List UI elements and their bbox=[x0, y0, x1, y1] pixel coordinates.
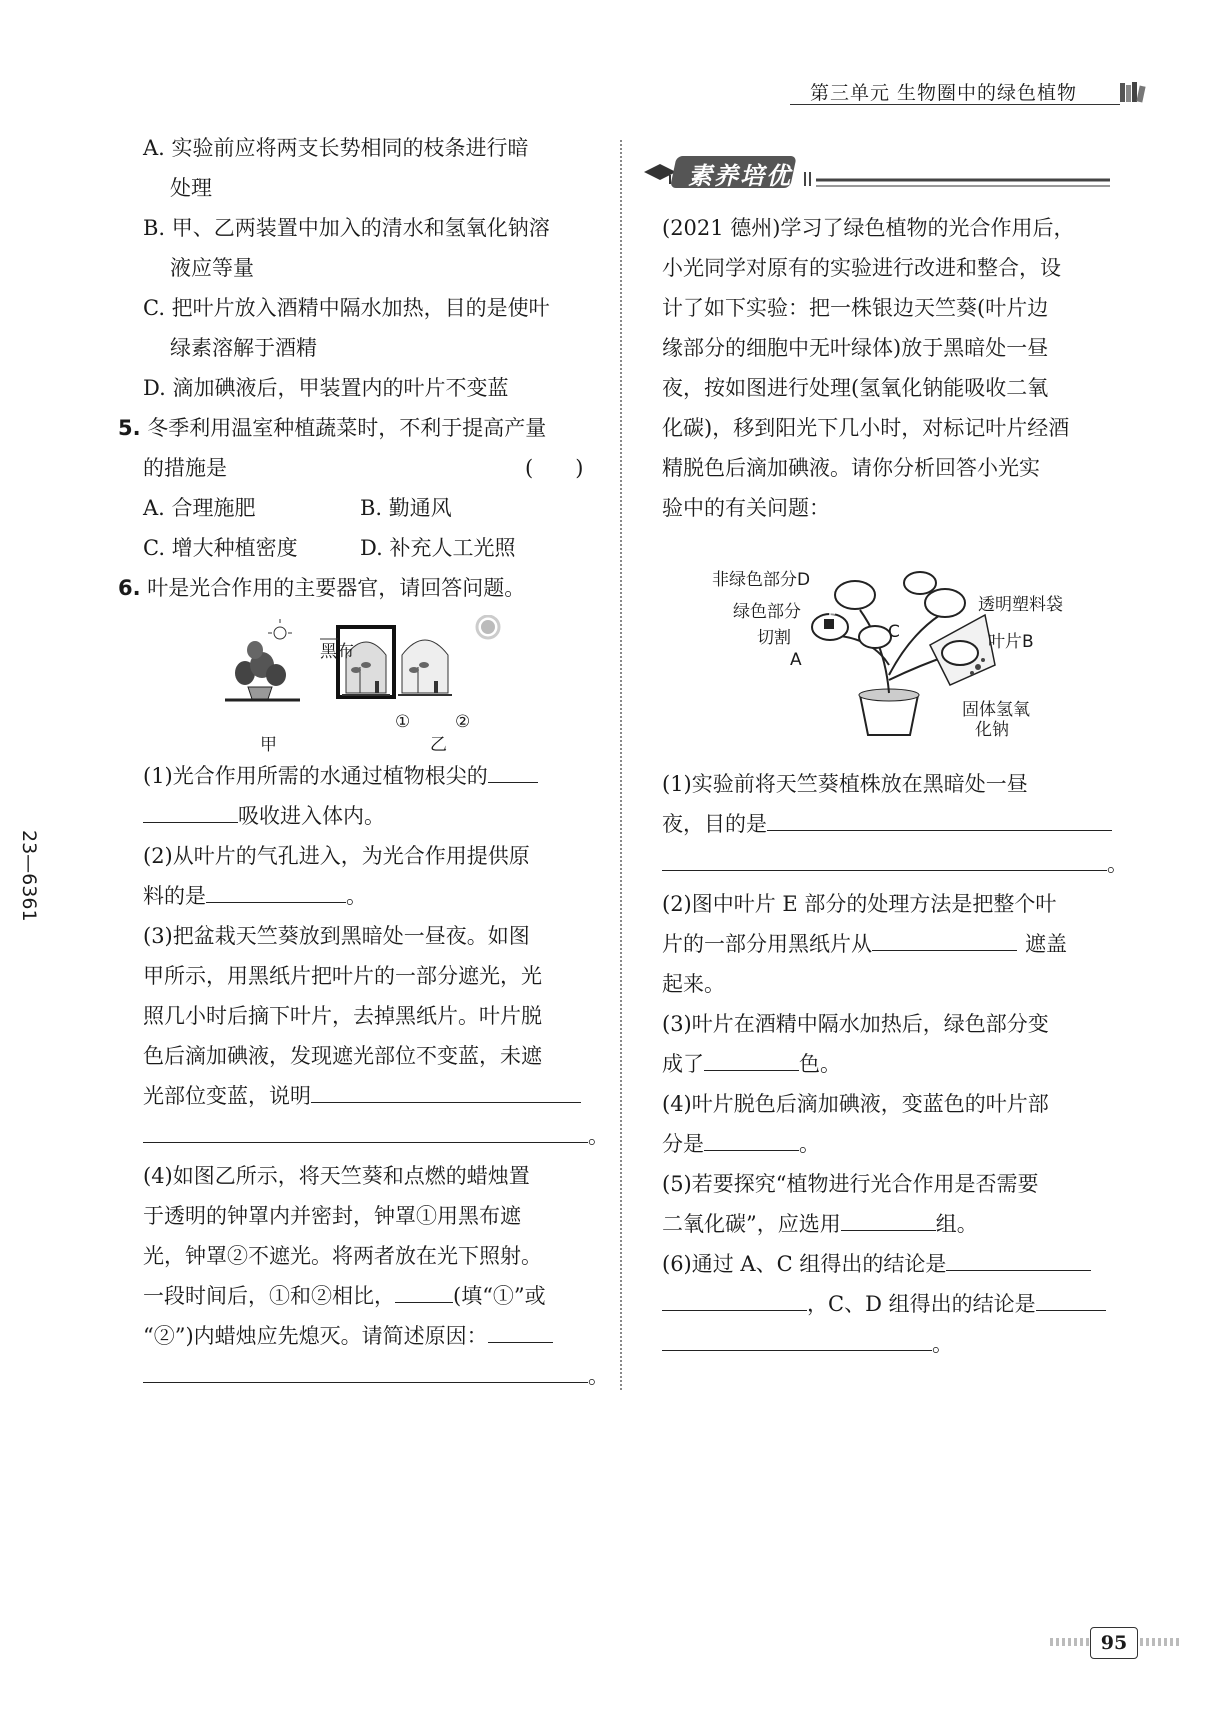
q6-part4-line1: (4)如图乙所示，将天竺葵和点燃的蜡烛置 bbox=[143, 1164, 530, 1188]
rq4-blank[interactable] bbox=[704, 1126, 799, 1151]
q6-part3-line2: 甲所示，用黑纸片把叶片的一部分遮光，光 bbox=[143, 964, 542, 988]
rq6-blank2[interactable] bbox=[1036, 1286, 1106, 1311]
rq6-blank2-cont[interactable] bbox=[662, 1326, 932, 1351]
fig-label-c: C bbox=[888, 622, 900, 642]
q6-part3-line3: 照几小时后摘下叶片，去掉黑纸片。叶片脱 bbox=[143, 1004, 542, 1028]
q6-part1-line1: (1)光合作用所需的水通过植物根尖的 bbox=[143, 756, 538, 796]
intro-line7: 精脱色后滴加碘液。请你分析回答小光实 bbox=[662, 456, 1040, 480]
q6-number: 6. bbox=[118, 576, 141, 600]
q4-option-a-line2: 处理 bbox=[170, 176, 212, 200]
rq5-blank[interactable] bbox=[841, 1206, 936, 1231]
fig-label-green: 绿色部分 bbox=[733, 602, 801, 622]
fig-label-heibu: 黑布 bbox=[320, 642, 354, 662]
q6-stem: 叶是光合作用的主要器官，请回答问题。 bbox=[147, 576, 526, 600]
rq3-line1: (3)叶片在酒精中隔水加热后，绿色部分变 bbox=[662, 1012, 1049, 1036]
rq2-line2: 片的一部分用黑纸片从 遮盖 bbox=[662, 924, 1067, 964]
fig-label-1: ① bbox=[395, 712, 411, 732]
q5-option-d: D. 补充人工光照 bbox=[360, 536, 516, 560]
intro-line4: 缘部分的细胞中无叶绿体)放于黑暗处一昼 bbox=[662, 336, 1049, 360]
q6-part3-blank[interactable] bbox=[311, 1078, 581, 1103]
q5-option-b: B. 勤通风 bbox=[360, 496, 452, 520]
rq1-line1: (1)实验前将天竺葵植株放在黑暗处一昼 bbox=[662, 772, 1028, 796]
q6-part3-blank-cont[interactable] bbox=[143, 1118, 588, 1143]
rq2-line1: (2)图中叶片 E 部分的处理方法是把整个叶 bbox=[662, 892, 1057, 916]
intro-line2: 小光同学对原有的实验进行改进和整合，设 bbox=[662, 256, 1061, 280]
running-header: 第三单元 生物圈中的绿色植物 bbox=[810, 82, 1078, 104]
fig-label-d: 非绿色部分D bbox=[712, 570, 811, 590]
rq6-line1: (6)通过 A、C 组得出的结论是 bbox=[662, 1244, 1091, 1284]
q6-part2-line2: 料的是 。 bbox=[143, 876, 367, 916]
rq6-line3: 。 bbox=[662, 1324, 953, 1364]
fig-label-yi: 乙 bbox=[430, 735, 447, 755]
q6-part4-line3: 光，钟罩②不遮光。将两者放在光下照射。 bbox=[143, 1244, 542, 1268]
q6-part4-blank2[interactable] bbox=[488, 1318, 553, 1343]
rq6-blank1-cont[interactable] bbox=[662, 1286, 807, 1311]
rq3-blank[interactable] bbox=[704, 1046, 799, 1071]
rq4-line1: (4)叶片脱色后滴加碘液，变蓝色的叶片部 bbox=[662, 1092, 1049, 1116]
intro-line6: 化碳)，移到阳光下几小时，对标记叶片经酒 bbox=[662, 416, 1070, 440]
q5-stem-line1 bbox=[118, 408, 546, 448]
q6-part1-line2: 吸收进入体内。 bbox=[143, 796, 385, 836]
q6-part3-line1: (3)把盆栽天竺葵放到黑暗处一昼夜。如图 bbox=[143, 924, 530, 948]
column-divider bbox=[620, 140, 622, 1390]
section-banner-title: 素养培优 bbox=[688, 162, 792, 190]
q5-option-a: A. 合理施肥 bbox=[143, 496, 256, 520]
page-number: 95 bbox=[1090, 1627, 1138, 1659]
fig-label-cut: 切割 bbox=[757, 628, 791, 648]
q5-number: 5. bbox=[118, 416, 141, 440]
q6-part4-line4: 一段时间后，①和②相比， (填“①”或 bbox=[143, 1276, 546, 1316]
rq4-line2: 分是 。 bbox=[662, 1124, 820, 1164]
q6-part4-line6: 。 bbox=[143, 1356, 609, 1396]
q6-part4-blank2-cont[interactable] bbox=[143, 1358, 588, 1383]
books-icon bbox=[1118, 80, 1148, 104]
rq1-line2: 夜，目的是 bbox=[662, 804, 1112, 844]
fig-label-naoh1: 固体氢氧 bbox=[962, 700, 1030, 720]
fig-label-a: A bbox=[790, 650, 802, 670]
q6-part2-line1: (2)从叶片的气孔进入，为光合作用提供原 bbox=[143, 844, 530, 868]
side-code: 23—6361 bbox=[18, 830, 40, 922]
q6-part4-line2: 于透明的钟罩内并密封，钟罩①用黑布遮 bbox=[143, 1204, 521, 1228]
q5-option-c: C. 增大种植密度 bbox=[143, 536, 298, 560]
q6-part3-line4: 色后滴加碘液，发现遮光部位不变蓝，未遮 bbox=[143, 1044, 542, 1068]
q6-part4-blank1[interactable] bbox=[395, 1278, 453, 1303]
q5-stem: 冬季利用温室种植蔬菜时，不利于提高产量 bbox=[147, 416, 547, 440]
fig-label-e: E bbox=[828, 608, 837, 623]
rq1-line3: 。 bbox=[662, 844, 1128, 884]
q6-part2-blank[interactable] bbox=[206, 878, 346, 903]
q6-part1-blank-cont[interactable] bbox=[143, 798, 238, 823]
fig-label-b: 叶片B bbox=[988, 632, 1034, 652]
rq1-blank[interactable] bbox=[767, 806, 1112, 831]
q6-part3-line5: 光部位变蓝，说明 bbox=[143, 1076, 581, 1116]
rq6-line2: ，C、D 组得出的结论是 bbox=[662, 1284, 1106, 1324]
fig-label-2: ② bbox=[455, 712, 471, 732]
q6-figure bbox=[220, 615, 520, 735]
intro-line5: 夜，按如图进行处理(氢氧化钠能吸收二氧 bbox=[662, 376, 1049, 400]
intro-line8: 验中的有关问题： bbox=[662, 496, 830, 520]
fig-label-jia: 甲 bbox=[260, 735, 277, 755]
rq1-blank-cont[interactable] bbox=[662, 846, 1107, 871]
q4-option-b-line1: B. 甲、乙两装置中加入的清水和氢氧化钠溶 bbox=[143, 216, 550, 240]
intro-line1: (2021 德州)学习了绿色植物的光合作用后， bbox=[662, 216, 1075, 240]
header-rule bbox=[790, 104, 1120, 105]
plant-jia-illustration bbox=[225, 619, 300, 700]
q6-part3-line6: 。 bbox=[143, 1116, 609, 1156]
q4-option-d: D. 滴加碘液后，甲装置内的叶片不变蓝 bbox=[143, 376, 509, 400]
q6-part4-line5: “②”)内蜡烛应先熄灭。请简述原因： bbox=[143, 1316, 553, 1356]
fig-label-bag: 透明塑料袋 bbox=[978, 595, 1063, 615]
q5-answer-paren[interactable]: ( ) bbox=[525, 456, 584, 480]
q6-stem-line bbox=[118, 568, 525, 608]
rq5-line1: (5)若要探究“植物进行光合作用是否需要 bbox=[662, 1172, 1039, 1196]
q6-part1-blank[interactable] bbox=[488, 758, 538, 783]
q4-option-a-line1: A. 实验前应将两支长势相同的枝条进行暗 bbox=[143, 136, 529, 160]
rq6-blank1[interactable] bbox=[946, 1246, 1091, 1271]
rq2-line3: 起来。 bbox=[662, 972, 725, 996]
q4-option-b-line2: 液应等量 bbox=[170, 256, 254, 280]
q4-option-c-line1: C. 把叶片放入酒精中隔水加热，目的是使叶 bbox=[143, 296, 550, 320]
intro-line3: 计了如下实验：把一株银边天竺葵(叶片边 bbox=[662, 296, 1049, 320]
bell-jar-2-illustration bbox=[398, 616, 499, 695]
q4-option-c-line2: 绿素溶解于酒精 bbox=[170, 336, 317, 360]
rq5-line2: 二氧化碳”，应选用 组。 bbox=[662, 1204, 978, 1244]
fig-label-naoh2: 化钠 bbox=[975, 720, 1009, 740]
rq2-blank[interactable] bbox=[872, 926, 1017, 951]
rq3-line2: 成了 色。 bbox=[662, 1044, 841, 1084]
q5-stem-line2: 的措施是 bbox=[143, 456, 227, 480]
